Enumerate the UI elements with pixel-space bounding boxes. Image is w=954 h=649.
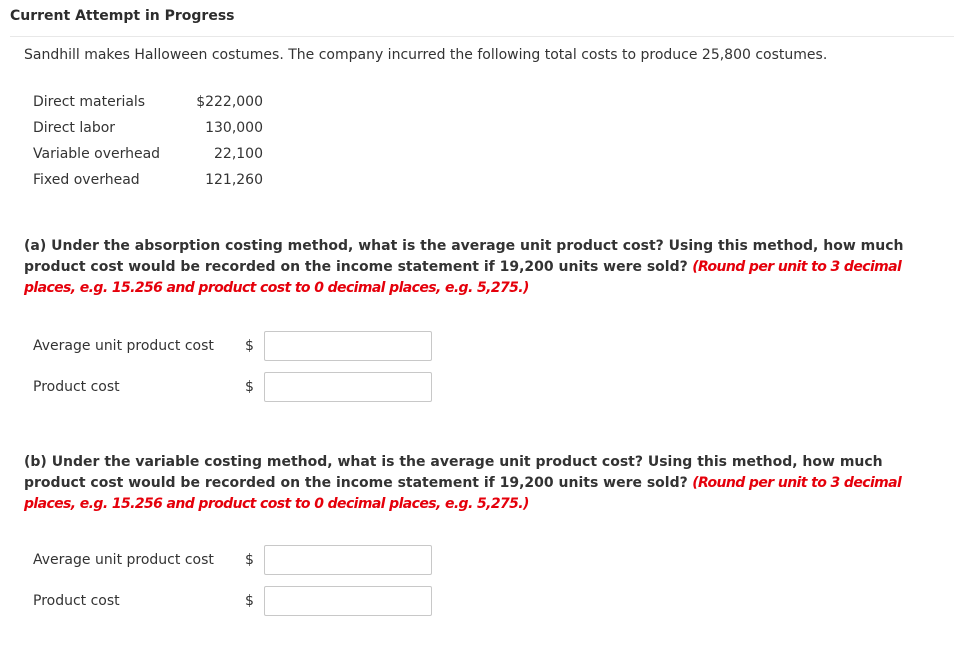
currency-symbol: $ bbox=[245, 379, 254, 395]
attempt-status-bar bbox=[0, 0, 954, 36]
answer-label: Average unit product cost bbox=[33, 338, 214, 354]
part-b-product-cost-row bbox=[33, 586, 453, 618]
currency-symbol: $ bbox=[245, 593, 254, 609]
answer-label: Product cost bbox=[33, 379, 120, 395]
currency-symbol: $ bbox=[245, 552, 254, 568]
answer-label: Product cost bbox=[33, 593, 120, 609]
cost-table bbox=[33, 92, 273, 196]
part-b-question-text: (b) Under the variable costing method, what is the average unit product cost? Using this method, how much product cost would be recorded on the income statement if 19,200 units were sold? bbox=[24, 454, 883, 491]
cost-label: Fixed overhead bbox=[33, 172, 140, 188]
cost-value: 121,260 bbox=[205, 172, 263, 188]
part-a-question-text: (a) Under the absorption costing method, what is the average unit product cost? Using this method, how much product cost would be recorded on the income statement if 19,200 units were sold? bbox=[24, 238, 904, 275]
part-a-question bbox=[24, 236, 936, 299]
part-b-avg-unit-cost-row bbox=[33, 545, 453, 577]
cost-row-fixed-overhead bbox=[33, 170, 273, 196]
cost-value: $222,000 bbox=[196, 94, 263, 110]
attempt-status-title: Current Attempt in Progress bbox=[10, 8, 235, 24]
part-b-question bbox=[24, 452, 936, 515]
cost-row-direct-materials bbox=[33, 92, 273, 118]
problem-intro: Sandhill makes Halloween costumes. The company incurred the following total costs to produce 25,800 costumes. bbox=[24, 47, 828, 63]
cost-value: 130,000 bbox=[205, 120, 263, 136]
cost-row-variable-overhead bbox=[33, 144, 273, 170]
currency-symbol: $ bbox=[245, 338, 254, 354]
part-a-avg-unit-cost-row bbox=[33, 331, 453, 363]
cost-label: Variable overhead bbox=[33, 146, 161, 162]
part-a-product-cost-row bbox=[33, 372, 453, 404]
part-b-product-cost-input[interactable] bbox=[264, 586, 432, 616]
part-b-rounding-note: (Round per unit to 3 decimal places, e.g. 15.256 and product cost to 0 decimal places, e.g. 5,275.) bbox=[24, 475, 902, 512]
part-a-rounding-note: (Round per unit to 3 decimal places, e.g. 15.256 and product cost to 0 decimal places, e.g. 5,275.) bbox=[24, 259, 902, 296]
cost-label: Direct materials bbox=[33, 94, 146, 110]
part-b-avg-unit-cost-input[interactable] bbox=[264, 545, 432, 575]
part-a-avg-unit-cost-input[interactable] bbox=[264, 331, 432, 361]
cost-label: Direct labor bbox=[33, 120, 116, 136]
part-a-product-cost-input[interactable] bbox=[264, 372, 432, 402]
answer-label: Average unit product cost bbox=[33, 552, 214, 568]
question-panel bbox=[10, 36, 954, 649]
cost-value: 22,100 bbox=[214, 146, 263, 162]
cost-row-direct-labor bbox=[33, 118, 273, 144]
